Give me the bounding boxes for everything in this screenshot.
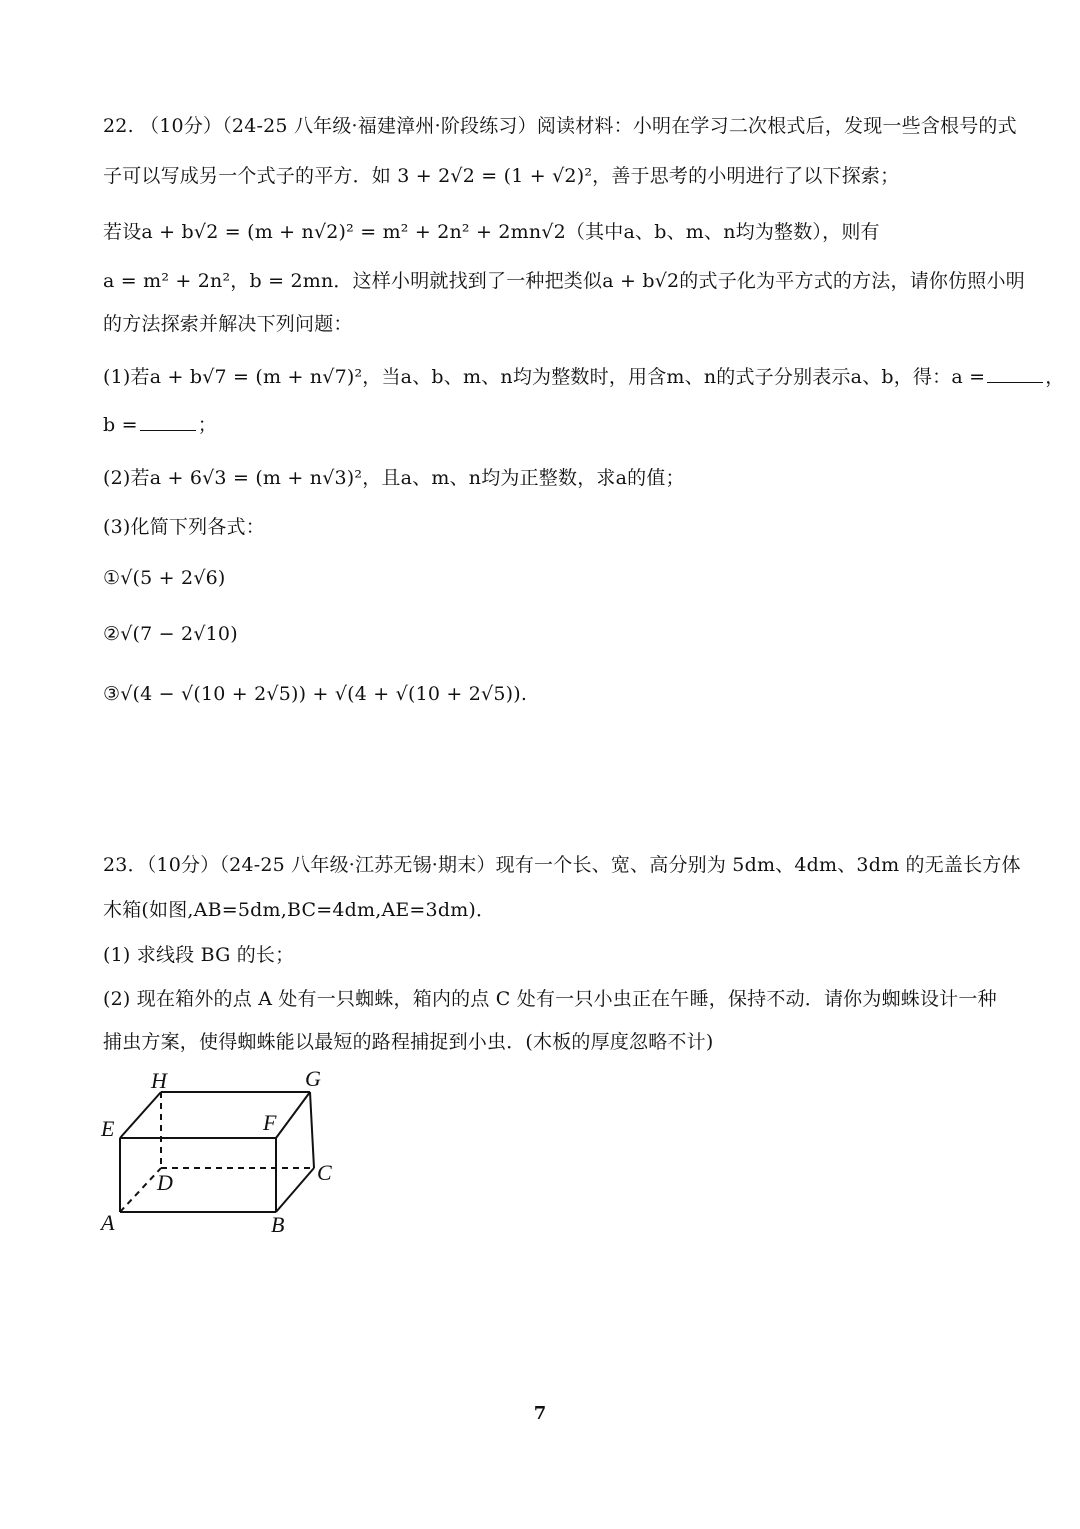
label-d: D <box>157 1170 173 1195</box>
q23-part2-line1: (2) 现在箱外的点 A 处有一只蜘蛛，箱内的点 C 处有一只小虫正在午睡，保持不动．请你为蜘蛛设计一种 <box>103 988 997 1010</box>
label-f: F <box>263 1110 277 1135</box>
label-c: C <box>317 1160 332 1185</box>
q23-part2-line2: 捕虫方案，使得蜘蛛能以最短的路程捕捉到小虫．(木板的厚度忽略不计) <box>103 1031 714 1053</box>
q22-part1-text: (1)若a + b√7 = (m + n√7)²，当a、b、m、n均为整数时，用含m、n的式子分别表示a、b，得：a = <box>103 366 986 388</box>
answer-blank-b[interactable] <box>140 410 196 431</box>
label-a: A <box>101 1210 115 1235</box>
q22-part1-b-label: b = <box>103 414 138 436</box>
q22-line5: 的方法探索并解决下列问题： <box>103 313 353 335</box>
hidden-edge-ad <box>120 1168 161 1212</box>
q22-line4: a = m² + 2n²，b = 2mn．这样小明就找到了一种把类似a + b√2的式子化为平方式的方法，请你仿照小明 <box>103 270 1025 292</box>
q23-line2: 木箱(如图,AB=5dm,BC=4dm,AE=3dm)． <box>103 899 496 921</box>
q22-line1: 22. （10分）（24-25 八年级·福建漳州·阶段练习）阅读材料：小明在学习二次根式后，发现一些含根号的式 <box>103 115 1017 137</box>
q22-item1: ①√(5 + 2√6) <box>103 567 226 589</box>
answer-blank-a[interactable] <box>987 362 1043 383</box>
box-figure <box>95 1062 355 1242</box>
label-h: H <box>151 1068 167 1093</box>
q23-line1: 23．（10分）（24-25 八年级·江苏无锡·期末）现有一个长、宽、高分别为 5dm、4dm、3dm 的无盖长方体 <box>103 854 1021 876</box>
q22-part1-end: ， <box>1045 366 1065 388</box>
q22-item2: ②√(7 − 2√10) <box>103 623 238 645</box>
q22-part3: (3)化简下列各式： <box>103 516 265 538</box>
q22-part1-line1 <box>103 362 1065 391</box>
label-b: B <box>271 1212 285 1237</box>
label-g: G <box>305 1066 321 1091</box>
q22-part2: (2)若a + 6√3 = (m + n√3)²，且a、m、n均为正整数，求a的值； <box>103 467 685 489</box>
q22-part1-line2-end: ； <box>197 414 217 436</box>
label-e: E <box>101 1116 115 1141</box>
q22-line2: 子可以写成另一个式子的平方．如 3 + 2√2 = (1 + √2)²，善于思考的小明进行了以下探索； <box>103 165 900 187</box>
edge-eh <box>120 1092 161 1138</box>
edge-fg <box>276 1092 310 1138</box>
edge-gc <box>310 1092 314 1168</box>
edge-bc <box>276 1168 314 1212</box>
page-number: 7 <box>533 1403 547 1424</box>
q22-part1-line2 <box>103 410 1020 439</box>
q22-line3: 若设a + b√2 = (m + n√2)² = m² + 2n² + 2mn√2（其中a、b、m、n均为整数），则有 <box>103 221 880 243</box>
q23-part1: (1) 求线段 BG 的长； <box>103 944 295 966</box>
q22-item3: ③√(4 − √(10 + 2√5)) + √(4 + √(10 + 2√5)). <box>103 683 528 705</box>
